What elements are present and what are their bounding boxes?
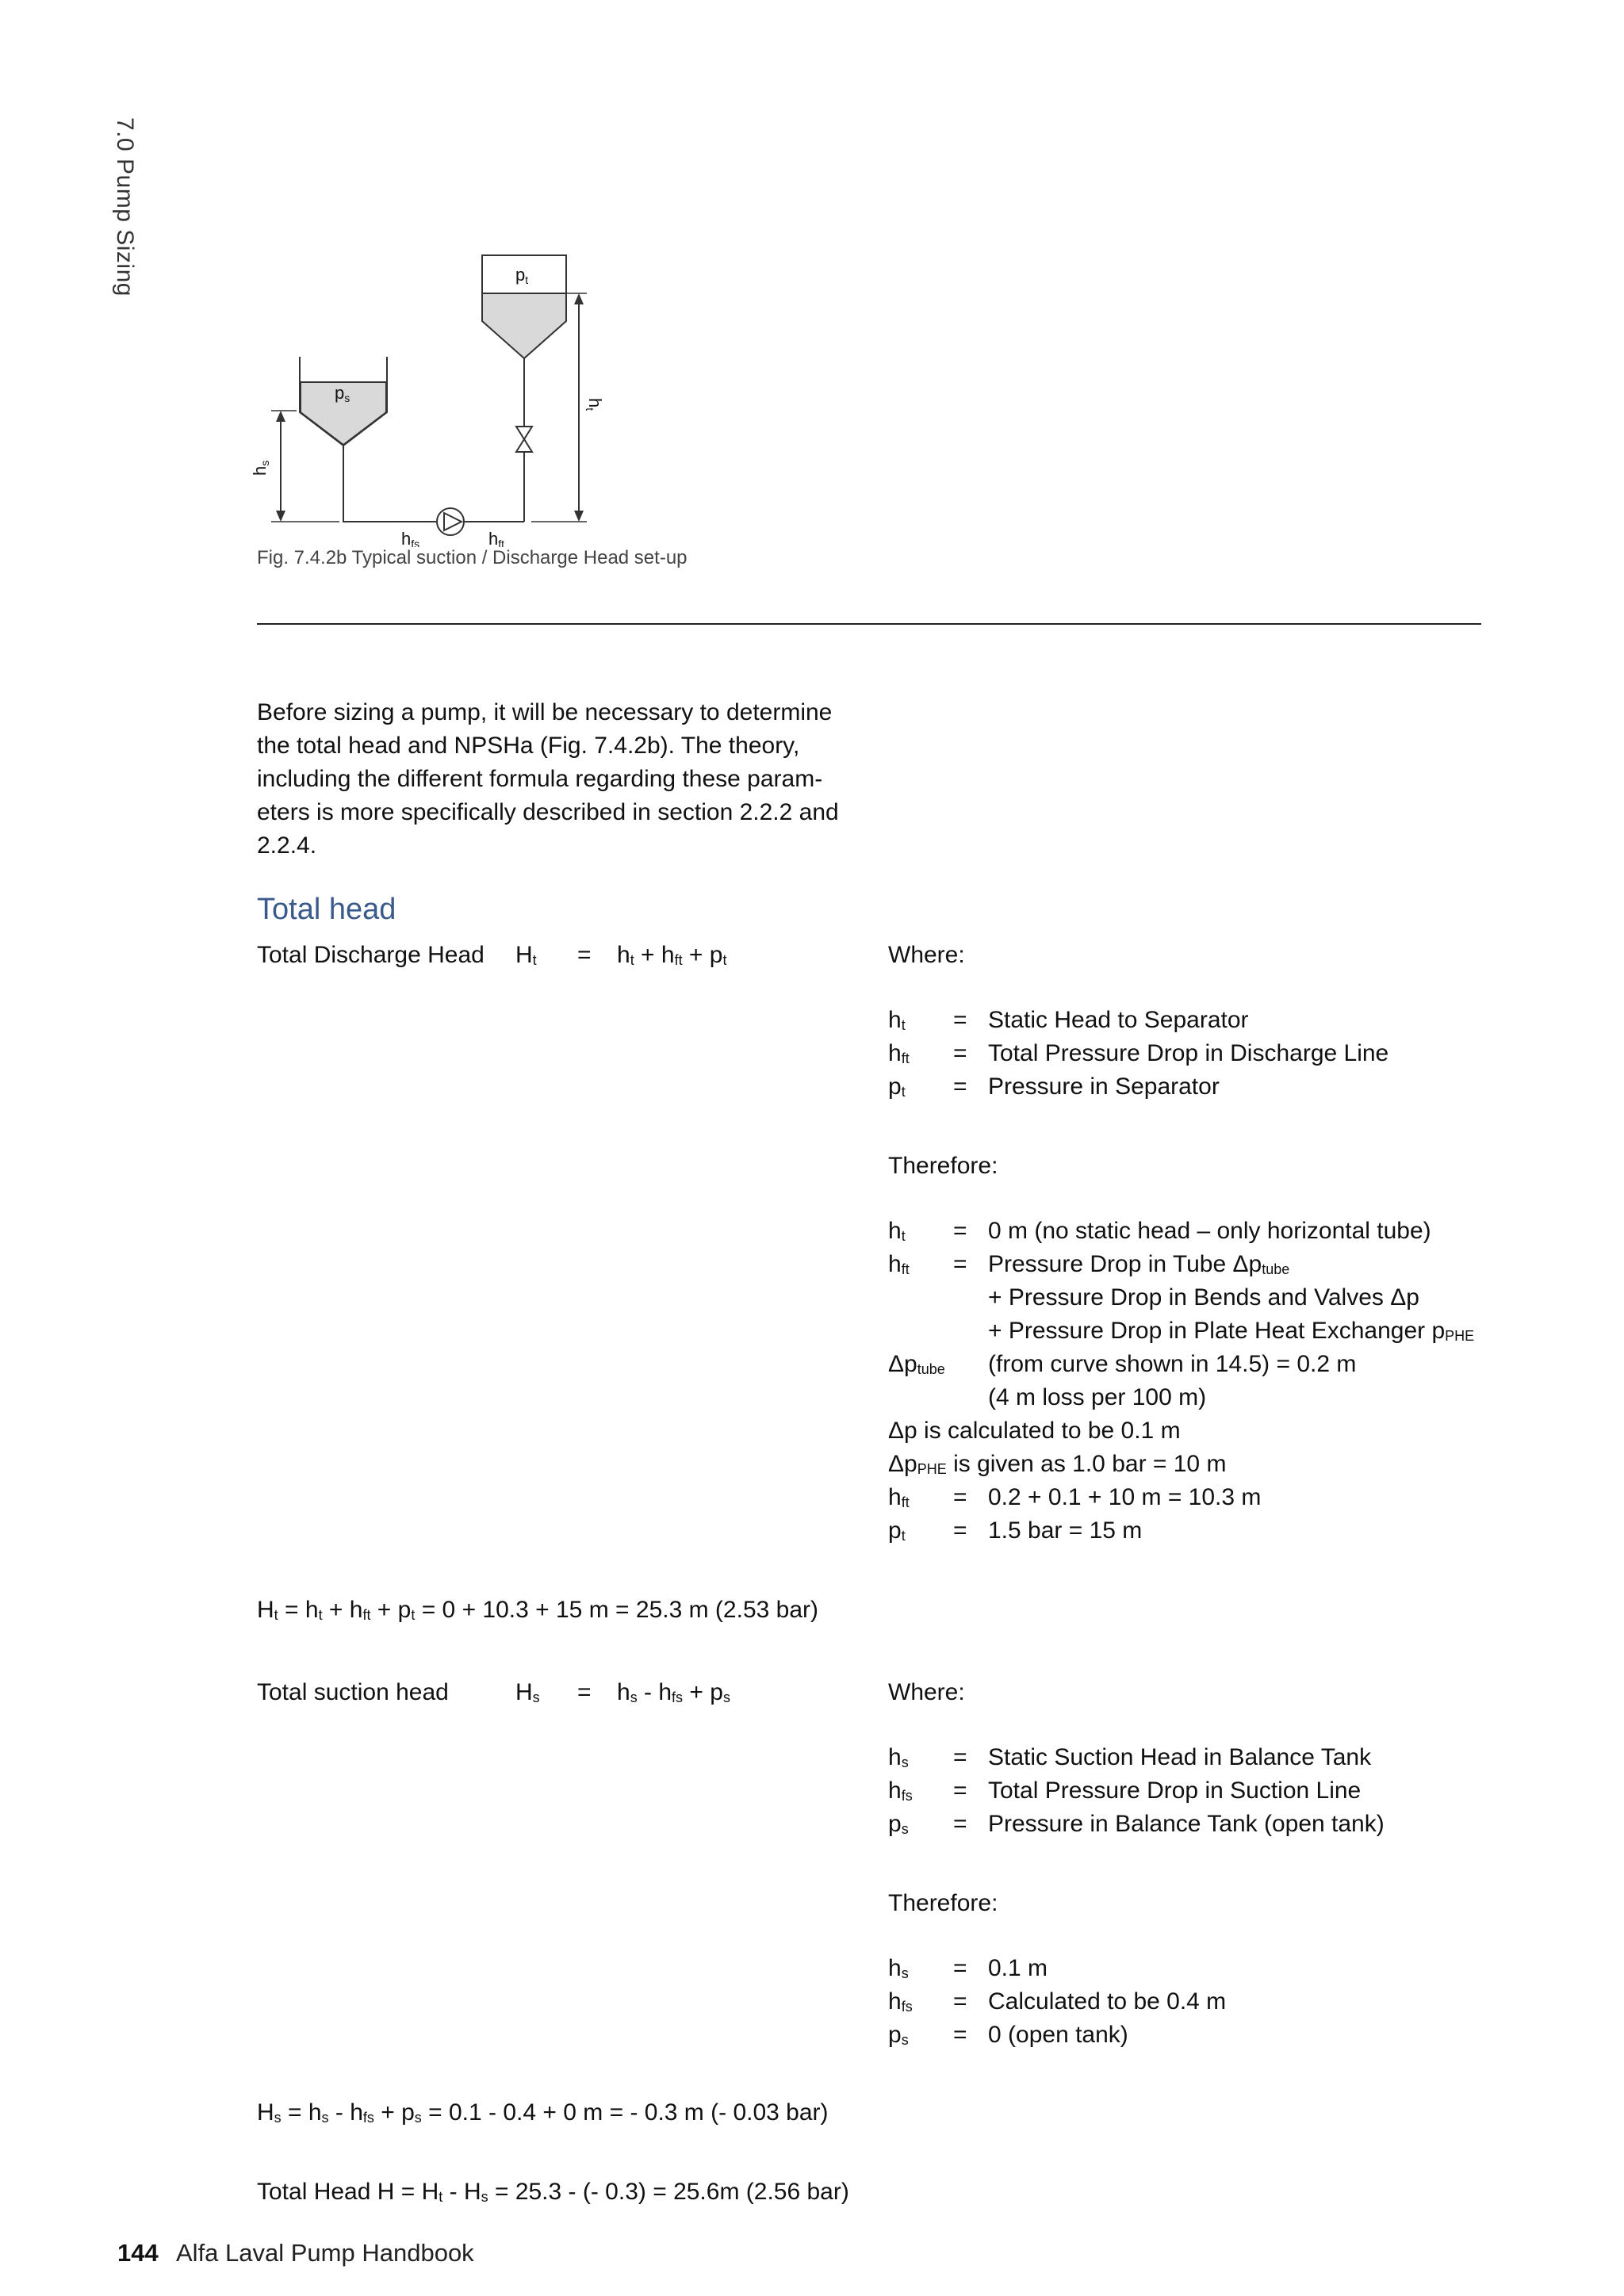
- figure-caption: Fig. 7.4.2b Typical suction / Discharge Head set-up: [257, 547, 688, 568]
- page-number: 144: [117, 2239, 159, 2267]
- suction-symbol: $H_s$: [515, 1679, 540, 1705]
- discharge-label: Total Discharge Head: [257, 942, 485, 968]
- suction-result: $H_s = h_s - h_{fs} + p_s = 0.1 - 0.4 + 0$ m = - 0.3 m (- 0.03 bar): [257, 2099, 829, 2126]
- discharge-eq: =: [577, 942, 592, 968]
- pump-symbol: [437, 508, 464, 535]
- discharge-where: Where:: [888, 942, 965, 968]
- suction-therefore: Therefore:: [888, 1890, 998, 1916]
- pt-label: pt: [515, 265, 529, 286]
- side-chapter-label: 7.0 Pump Sizing: [112, 117, 138, 297]
- suction-where: Where:: [888, 1679, 965, 1705]
- intro-paragraph: Before sizing a pump, it will be necessary to determine the total head and NPSHa (Fig. 7.4.2b). The theory, including the different formula regarding these param- eters is more specifically described in section 2.2.2 and 2.2.4.: [257, 699, 839, 859]
- suction-discharge-diagram: [238, 246, 650, 547]
- suction-eq: =: [577, 1679, 592, 1705]
- discharge-result: $H_t = h_t + h_{ft} + p_t = 0 + 10.3 + 15$ m = 25.3 m (2.53 bar): [257, 1597, 818, 1623]
- discharge-symbol: $H_t$: [515, 942, 537, 968]
- discharge-formula: $h_t + h_{ft} + p_t$: [617, 942, 727, 968]
- valve-symbol: [516, 427, 532, 452]
- discharge-therefore: Therefore:: [888, 1153, 998, 1179]
- ht-label: ht: [584, 398, 605, 411]
- hfs-label: hfs: [401, 529, 420, 547]
- ps-label: ps: [335, 383, 350, 404]
- total-head-result: Total Head $H = H_t - H_s = 25.3$ - (- 0.3) = 25.6m (2.56 bar): [257, 2179, 849, 2205]
- suction-formula: $h_s - h_{fs} + p_s$: [617, 1679, 730, 1705]
- section-divider: [257, 623, 1481, 625]
- hs-label: hs: [250, 460, 271, 476]
- suction-label: Total suction head: [257, 1679, 449, 1705]
- section-heading: Total head: [257, 893, 396, 926]
- footer-title: Alfa Laval Pump Handbook: [176, 2239, 474, 2267]
- hft-label: hft: [488, 529, 505, 547]
